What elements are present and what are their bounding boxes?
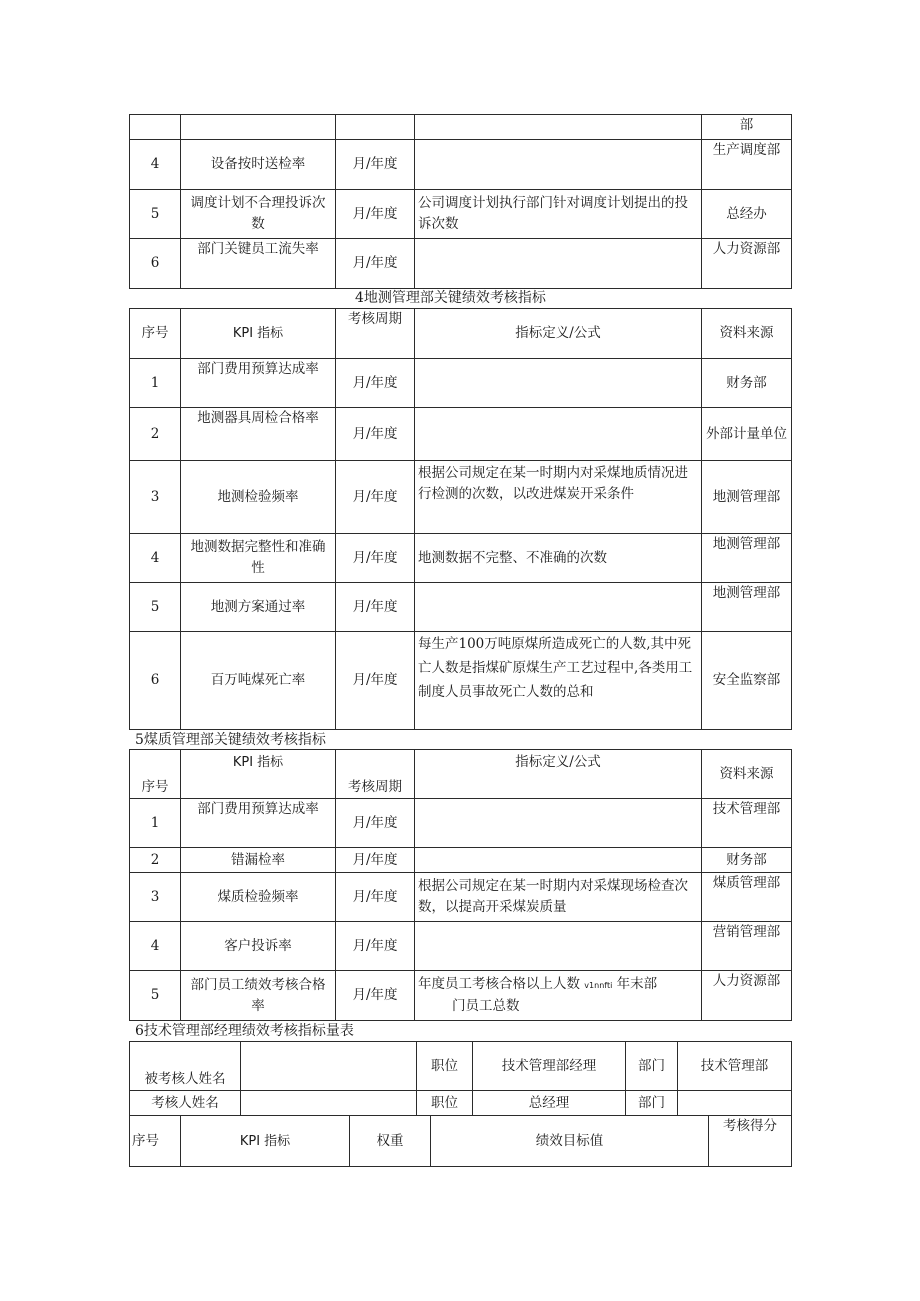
table-row: [130, 190, 792, 239]
cell-kpi: 部门员工绩效考核合格率: [181, 971, 336, 1021]
cell-kpi: 部门费用预算达成率: [181, 359, 336, 408]
cell-period: 月/年度: [336, 922, 415, 971]
cell-src: 安全监察部: [702, 632, 792, 730]
cell-src: 部: [702, 115, 792, 140]
table-row: [130, 239, 792, 289]
cell-src: 人力资源部: [702, 239, 792, 289]
cell-def: [415, 140, 702, 190]
cell-no: 3: [130, 873, 181, 922]
table-row: [130, 534, 792, 583]
formula-line-1: [418, 974, 698, 996]
cell-src: 财务部: [702, 359, 792, 408]
cell-def: [415, 848, 702, 873]
evaluatee-label: 被考核人姓名: [130, 1042, 241, 1091]
cell-kpi: 地测器具周检合格率: [181, 408, 336, 461]
cell-src: 地测管理部: [702, 583, 792, 632]
table-row: [130, 848, 792, 873]
cell-period: 月/年度: [336, 632, 415, 730]
cell-kpi: 地测检验频率: [181, 461, 336, 534]
cell-src: 生产调度部: [702, 140, 792, 190]
formula-garbled-text: v1nnfti: [584, 981, 613, 990]
cell-src: 地测管理部: [702, 534, 792, 583]
header-kpi: KPI 指标: [181, 309, 336, 359]
cell-kpi: 设备按时送检率: [181, 140, 336, 190]
table-row: [130, 461, 792, 534]
cell-kpi: 部门费用预算达成率: [181, 799, 336, 848]
formula-tail: 年末部: [616, 976, 658, 992]
cell-no: 2: [130, 408, 181, 461]
kpi-table-section5: [129, 749, 792, 1021]
section-title: 6技术管理部经理绩效考核指标量表: [135, 1023, 354, 1039]
table-row: [130, 140, 792, 190]
header-no: 序号: [130, 750, 181, 799]
cell-src: 煤质管理部: [702, 873, 792, 922]
evaluation-info-table: [129, 1041, 792, 1116]
evaluator-label: 考核人姓名: [130, 1091, 241, 1116]
cell-period: 月/年度: [336, 239, 415, 289]
cell-no: 4: [130, 922, 181, 971]
header-weight: 权重: [350, 1116, 431, 1167]
kpi-table-section4: [129, 308, 792, 730]
cell-no: 5: [130, 583, 181, 632]
cell-kpi: 地测数据完整性和准确性: [181, 534, 336, 583]
table-continued: [129, 114, 792, 289]
section-title: 4地测管理部关键绩效考核指标: [355, 290, 546, 306]
table-row: [130, 1091, 792, 1116]
cell-def: [415, 799, 702, 848]
cell-period: 月/年度: [336, 971, 415, 1021]
cell-no: 4: [130, 534, 181, 583]
department-label: 部门: [626, 1042, 678, 1091]
cell-def: 公司调度计划执行部门针对调度计划提出的投诉次数: [415, 190, 702, 239]
position-label: 职位: [417, 1091, 473, 1116]
position-value: 技术管理部经理: [473, 1042, 626, 1091]
department-value: [678, 1091, 792, 1116]
cell-def: [415, 922, 702, 971]
cell-def: [415, 583, 702, 632]
cell-no: 6: [130, 239, 181, 289]
table-header-row: [130, 309, 792, 359]
header-src: 资料来源: [702, 750, 792, 799]
table-row: [130, 408, 792, 461]
header-kpi: KPI 指标: [181, 1116, 350, 1167]
header-no: 序号: [130, 309, 181, 359]
cell-def: [415, 359, 702, 408]
table-header-row: [130, 750, 792, 799]
cell-period: 月/年度: [336, 359, 415, 408]
position-value: 总经理: [473, 1091, 626, 1116]
cell-period: 月/年度: [336, 848, 415, 873]
table-row: [130, 922, 792, 971]
header-no: 序号: [130, 1116, 181, 1167]
cell-src: 营销管理部: [702, 922, 792, 971]
cell-no: 6: [130, 632, 181, 730]
cell-no: [130, 115, 181, 140]
cell-def: 地测数据不完整、不准确的次数: [415, 534, 702, 583]
cell-no: 4: [130, 140, 181, 190]
cell-period: 月/年度: [336, 140, 415, 190]
header-period: 考核周期: [336, 750, 415, 799]
table-row: [130, 359, 792, 408]
cell-def: [415, 971, 702, 1021]
cell-kpi: 地测方案通过率: [181, 583, 336, 632]
cell-period: 月/年度: [336, 583, 415, 632]
cell-period: 月/年度: [336, 461, 415, 534]
header-target: 绩效目标值: [431, 1116, 709, 1167]
cell-def: [415, 115, 702, 140]
cell-src: 外部计量单位: [702, 408, 792, 461]
header-def: 指标定义/公式: [415, 309, 702, 359]
cell-def: 根据公司规定在某一时期内对采煤现场检查次数，以提高开采煤炭质量: [415, 873, 702, 922]
cell-no: 1: [130, 799, 181, 848]
cell-kpi: 客户投诉率: [181, 922, 336, 971]
cell-kpi: 百万吨煤死亡率: [181, 632, 336, 730]
cell-def: 每生产100万吨原煤所造成死亡的人数,其中死亡人数是指煤矿原煤生产工艺过程中,各类用工制度人员事故死亡人数的总和: [415, 632, 702, 730]
cell-kpi: 调度计划不合理投诉次数: [181, 190, 336, 239]
cell-def: [415, 239, 702, 289]
cell-kpi: 错漏检率: [181, 848, 336, 873]
header-score: 考核得分: [709, 1116, 792, 1167]
cell-src: 总经办: [702, 190, 792, 239]
cell-src: 地测管理部: [702, 461, 792, 534]
header-period: 考核周期: [336, 309, 415, 359]
formula-numerator: 年度员工考核合格以上人数: [418, 976, 580, 992]
cell-period: 月/年度: [336, 873, 415, 922]
table-row: [130, 632, 792, 730]
cell-no: 5: [130, 190, 181, 239]
cell-no: 2: [130, 848, 181, 873]
cell-period: 月/年度: [336, 408, 415, 461]
department-label: 部门: [626, 1091, 678, 1116]
cell-src: 技术管理部: [702, 799, 792, 848]
cell-no: 3: [130, 461, 181, 534]
cell-period: 月/年度: [336, 190, 415, 239]
cell-kpi: 煤质检验频率: [181, 873, 336, 922]
cell-period: 月/年度: [336, 534, 415, 583]
cell-no: 1: [130, 359, 181, 408]
table-row: [130, 799, 792, 848]
cell-period: [336, 115, 415, 140]
department-value: 技术管理部: [678, 1042, 792, 1091]
table-row: [130, 115, 792, 140]
evaluatee-name: [241, 1042, 417, 1091]
header-kpi: KPI 指标: [181, 750, 336, 799]
table-row: [130, 1042, 792, 1091]
cell-src: 人力资源部: [702, 971, 792, 1021]
table-row: [130, 971, 792, 1021]
cell-def: 根据公司规定在某一时期内对采煤地质情况进行检测的次数，以改进煤炭开采条件: [415, 461, 702, 534]
cell-kpi: 部门关键员工流失率: [181, 239, 336, 289]
cell-src: 财务部: [702, 848, 792, 873]
table-header-row: [130, 1116, 792, 1167]
cell-no: 5: [130, 971, 181, 1021]
table-row: [130, 583, 792, 632]
header-src: 资料来源: [702, 309, 792, 359]
header-def: 指标定义/公式: [415, 750, 702, 799]
section-title: 5煤质管理部关键绩效考核指标: [135, 732, 326, 748]
evaluator-name: [241, 1091, 417, 1116]
cell-period: 月/年度: [336, 799, 415, 848]
cell-kpi: [181, 115, 336, 140]
cell-def: [415, 408, 702, 461]
evaluation-kpi-table: [129, 1115, 792, 1167]
table-row: [130, 873, 792, 922]
formula-line-2: 门员工总数: [452, 998, 520, 1014]
position-label: 职位: [417, 1042, 473, 1091]
